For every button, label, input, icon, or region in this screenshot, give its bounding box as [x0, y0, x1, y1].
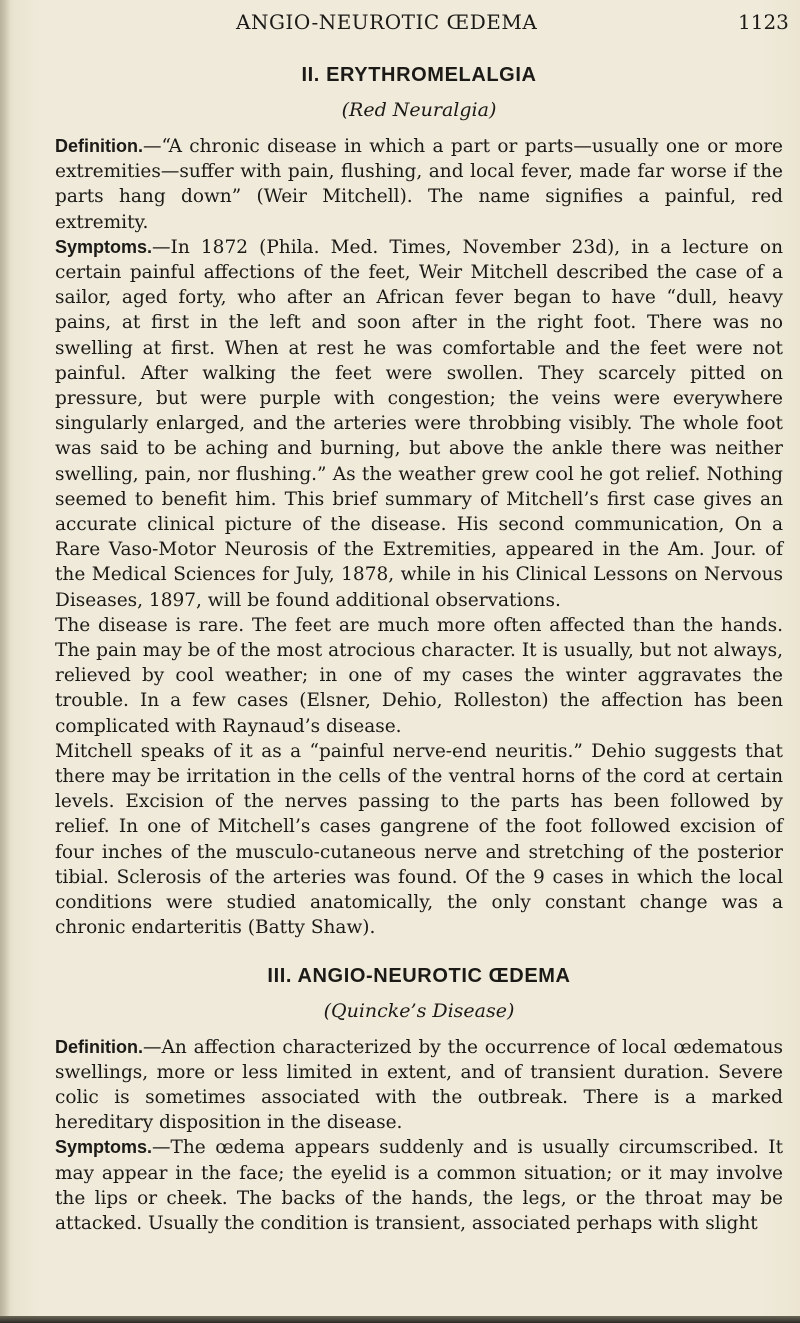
symptoms-paragraph	[55, 1135, 783, 1236]
section-heading: II. ERYTHROMELALGIA	[301, 64, 537, 86]
symptoms-label: Symptoms.	[55, 1137, 153, 1158]
definition-label: Definition.	[55, 1036, 143, 1057]
symptoms-paragraph	[55, 235, 783, 613]
section-angio-neurotic-oedema	[55, 965, 783, 1237]
section-subheading: (Quincke’s Disease)	[323, 999, 515, 1022]
definition-paragraph	[55, 1035, 783, 1136]
definition-label: Definition.	[55, 136, 143, 156]
spine-shadow	[0, 0, 10, 1323]
page-bottom-edge	[0, 1316, 800, 1323]
pathology-paragraph: Mitchell speaks of it as a “painful nerve-end neuritis.” Dehio suggests that there may be irritation in the cells of the ventral horns of the cord at certain levels. Excision of the nerves passing to the parts has been followed by relief. In one of Mitchell’s cases gangrene of the foot followed excision of four inches of the musculo-cutaneous nerve and stretching of the posterior tibial. Sclerosis of the arteries was found. Of the 9 cases in which the local conditions were studied anatomically, the only constant change was a chronic endarteritis (Batty Shaw).	[55, 740, 783, 939]
section-erythromelalgia	[55, 64, 783, 941]
symptoms-text: —In 1872 (Phila. Med. Times, November 23d), in a lecture on certain painful affections of the feet, Weir Mitchell described the case of a sailor, aged forty, who after an African fever began to have “dull, heavy pains, at first in the left and soon after in the right foot. There was no swelling at first. When at rest he was comfortable and the feet were not painful. After walking the feet were swollen. They scarcely pitted on pressure, but were purple with congestion; the veins were everywhere singularly enlarged, and the arteries were throbbing visibly. The whole foot was said to be aching and burning, but above the ankle there was neither swelling, pain, nor flushing.” As the weather grew cool he got relief. Nothing seemed to benefit him. This brief summary of Mitchell’s first case gives an accurate clinical picture of the disease. His second communication, On a Rare Vaso-Motor Neurosis of the Extremities, appeared in the Am. Jour. of the Medical Sciences for July, 1878, while in his Clinical Lessons on Nervous Diseases, 1897, will be found additional observations.	[55, 236, 783, 611]
page-body	[55, 64, 783, 1236]
definition-text: —“A chronic disease in which a part or parts—usually one or more extremities—suffer with pain, flushing, and local fever, made far worse if the parts hang down” (Weir Mitchell). The name signifies a painful, red extremity.	[55, 136, 783, 233]
running-title: ANGIO-NEUROTIC ŒDEMA	[236, 10, 538, 34]
symptoms-label: Symptoms.	[55, 236, 153, 257]
section-heading: III. ANGIO-NEUROTIC ŒDEMA	[267, 964, 571, 987]
definition-paragraph	[55, 134, 783, 235]
symptoms-text: —The œdema appears suddenly and is usually circumscribed. It may appear in the face; the eyelid is a common situation; or it may involve the lips or cheek. The backs of the hands, the legs, or the throat may be attacked. Usually the condition is transient, associated perhaps with slight	[55, 1137, 783, 1234]
definition-text: —An affection characterized by the occurrence of local œdematous swellings, more or less limited in extent, and of transient duration. Severe colic is sometimes associated with the outbreak. There is a marked hereditary disposition in the disease.	[55, 1036, 783, 1134]
section-subheading: (Red Neuralgia)	[341, 99, 497, 121]
section-spacer	[55, 941, 783, 955]
page-number: 1123	[738, 10, 789, 34]
rarity-paragraph: The disease is rare. The feet are much more often affected than the hands. The pain may be of the most atrocious character. It is usually, but not always, relieved by cool weather; in one of my cases the winter aggravates the trouble. In a few cases (Elsner, Dehio, Rolleston) the affection has been complicated with Raynaud’s disease.	[55, 614, 783, 737]
page-header	[0, 10, 800, 40]
